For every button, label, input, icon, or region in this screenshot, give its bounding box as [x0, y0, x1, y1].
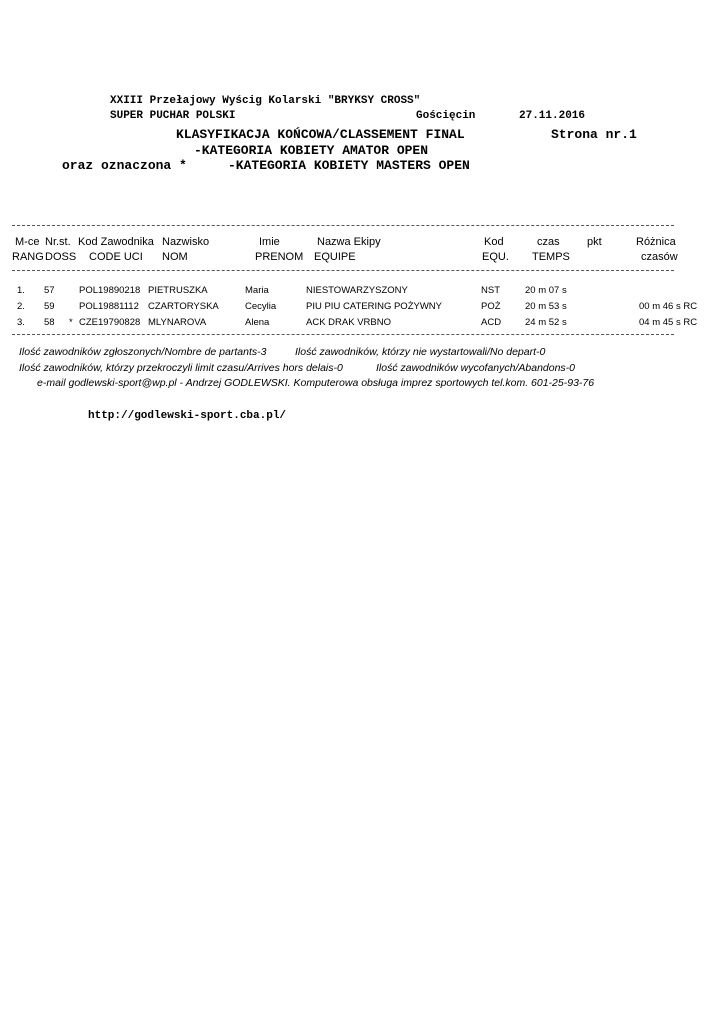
uci-code: POL19881112: [79, 301, 139, 312]
event-title: XXIII Przełajowy Wyścig Kolarski "BRYKSY CROSS": [110, 95, 421, 107]
first-name: Maria: [245, 285, 269, 296]
time-difference: 04 m 45 s RC: [639, 317, 698, 328]
first-name: Alena: [245, 317, 270, 328]
abandons-count: Ilość zawodników wycofanych/Abandons-0: [376, 362, 576, 374]
classification-title: KLASYFIKACJA KOŃCOWA/CLASSEMENT FINAL: [176, 127, 465, 142]
surname: MLYNAROVA: [148, 317, 207, 328]
team-code: POŻ: [481, 301, 501, 312]
surname: CZARTORYSKA: [148, 301, 219, 312]
col-nom-label: Nazwisko: [162, 236, 210, 248]
col-nom-sublabel: NOM: [162, 251, 188, 263]
col-code-sublabel: CODE UCI: [89, 251, 143, 263]
rank: 2.: [17, 301, 25, 312]
time: 20 m 07 s: [525, 285, 567, 296]
rank: 3.: [17, 317, 25, 328]
team-code: ACD: [481, 317, 502, 328]
col-doss-sublabel: DOSS: [45, 251, 77, 263]
col-time-sublabel: TEMPS: [532, 251, 570, 263]
team-code: NST: [481, 285, 500, 296]
website-url[interactable]: http://godlewski-sport.cba.pl/: [88, 410, 287, 422]
time-difference: 00 m 46 s RC: [639, 301, 698, 312]
uci-code: POL19890218: [79, 285, 141, 296]
event-date: 27.11.2016: [519, 110, 586, 122]
doss: 58: [44, 317, 55, 328]
first-name: Cecylia: [245, 301, 277, 312]
col-pkt-label: pkt: [587, 236, 602, 248]
category-masters: -KATEGORIA KOBIETY MASTERS OPEN: [228, 158, 470, 173]
col-prenom-label: Imie: [259, 236, 280, 248]
page-number: Strona nr.1: [551, 127, 637, 142]
series-name: SUPER PUCHAR POLSKI: [110, 110, 236, 122]
col-kod-label: Kod: [484, 236, 504, 248]
time-limit-count: Ilość zawodników, którzy przekroczyli limit czasu/Arrives hors delais-0: [19, 362, 343, 374]
divider-bottom: [12, 334, 674, 335]
surname: PIETRUSZKA: [148, 285, 208, 296]
team: NIESTOWARZYSZONY: [306, 285, 408, 296]
category-marked-prefix: oraz oznaczona *: [62, 158, 187, 173]
masters-marker: *: [69, 317, 73, 328]
col-time-label: czas: [537, 236, 560, 248]
col-diff-label: Różnica: [636, 236, 676, 248]
col-team-label: Nazwa Ekipy: [317, 236, 381, 248]
uci-code: CZE19790828: [79, 317, 141, 328]
doss: 59: [44, 301, 55, 312]
non-starters-count: Ilość zawodników, którzy nie wystartowali/No depart-0: [295, 346, 546, 358]
col-doss-label: Nr.st.: [45, 236, 71, 248]
doss: 57: [44, 285, 55, 296]
team: ACK DRAK VRBNO: [306, 317, 391, 328]
col-rank-label: M-ce: [15, 236, 40, 248]
col-diff-sublabel: czasów: [641, 251, 678, 263]
divider-header: [12, 270, 674, 271]
contact-line: e-mail godlewski-sport@wp.pl - Andrzej GODLEWSKI. Komputerowa obsługa imprez sportowych tel.kom. 601-25-93-76: [37, 377, 595, 389]
time: 20 m 53 s: [525, 301, 567, 312]
col-kod-sublabel: EQU.: [482, 251, 509, 263]
entrants-count: Ilość zawodników zgłoszonych/Nombre de partants-3: [19, 346, 267, 358]
time: 24 m 52 s: [525, 317, 567, 328]
event-place: Gościęcin: [416, 110, 476, 122]
team: PIU PIU CATERING POŻYWNY: [306, 301, 443, 312]
divider-top: [12, 225, 674, 226]
col-team-sublabel: EQUIPE: [314, 251, 356, 263]
category-amator: -KATEGORIA KOBIETY AMATOR OPEN: [194, 143, 429, 158]
col-code-label: Kod Zawodnika: [78, 236, 154, 248]
col-rank-sublabel: RANG: [12, 251, 44, 263]
rank: 1.: [17, 285, 25, 296]
col-prenom-sublabel: PRENOM: [255, 251, 304, 263]
